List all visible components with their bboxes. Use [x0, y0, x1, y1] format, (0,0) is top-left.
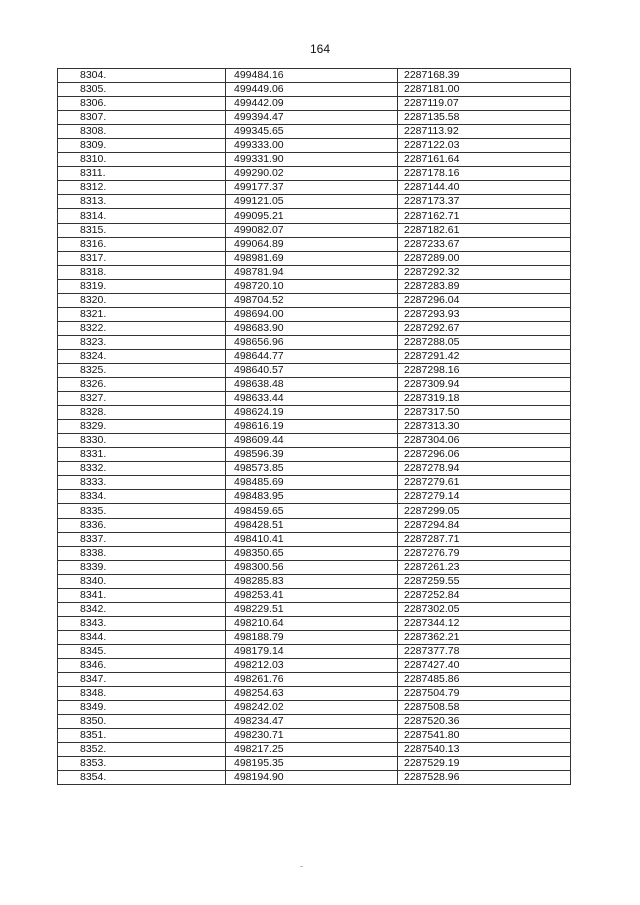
x-coordinate-cell: 499095.21 — [226, 209, 398, 223]
table-row — [58, 167, 571, 181]
table-row — [58, 69, 571, 83]
table-row — [58, 251, 571, 265]
point-number-cell: 8321. — [58, 307, 226, 321]
x-coordinate-cell: 498300.56 — [226, 560, 398, 574]
x-coordinate-cell: 499484.16 — [226, 69, 398, 83]
table-row — [58, 153, 571, 167]
table-row — [58, 434, 571, 448]
table-row — [58, 363, 571, 377]
y-coordinate-cell: 2287296.04 — [398, 293, 571, 307]
point-number-cell: 8305. — [58, 83, 226, 97]
point-number-cell: 8315. — [58, 223, 226, 237]
point-number-cell: 8349. — [58, 701, 226, 715]
scan-mark — [300, 866, 303, 867]
x-coordinate-cell: 499121.05 — [226, 195, 398, 209]
y-coordinate-cell: 2287182.61 — [398, 223, 571, 237]
x-coordinate-cell: 498573.85 — [226, 462, 398, 476]
table-row — [58, 729, 571, 743]
x-coordinate-cell: 499345.65 — [226, 125, 398, 139]
point-number-cell: 8352. — [58, 743, 226, 757]
point-number-cell: 8323. — [58, 335, 226, 349]
x-coordinate-cell: 498640.57 — [226, 363, 398, 377]
x-coordinate-cell: 498254.63 — [226, 687, 398, 701]
table-row — [58, 321, 571, 335]
table-row — [58, 546, 571, 560]
point-number-cell: 8334. — [58, 490, 226, 504]
x-coordinate-cell: 499333.00 — [226, 139, 398, 153]
point-number-cell: 8317. — [58, 251, 226, 265]
y-coordinate-cell: 2287313.30 — [398, 420, 571, 434]
point-number-cell: 8342. — [58, 602, 226, 616]
y-coordinate-cell: 2287317.50 — [398, 406, 571, 420]
point-number-cell: 8336. — [58, 518, 226, 532]
x-coordinate-cell: 499082.07 — [226, 223, 398, 237]
y-coordinate-cell: 2287178.16 — [398, 167, 571, 181]
table-row — [58, 181, 571, 195]
table-row — [58, 532, 571, 546]
y-coordinate-cell: 2287291.42 — [398, 349, 571, 363]
point-number-cell: 8335. — [58, 504, 226, 518]
x-coordinate-cell: 498253.41 — [226, 588, 398, 602]
table-row — [58, 392, 571, 406]
point-number-cell: 8309. — [58, 139, 226, 153]
table-row — [58, 462, 571, 476]
x-coordinate-cell: 498633.44 — [226, 392, 398, 406]
y-coordinate-cell: 2287541.80 — [398, 729, 571, 743]
y-coordinate-cell: 2287287.71 — [398, 532, 571, 546]
y-coordinate-cell: 2287292.67 — [398, 321, 571, 335]
point-number-cell: 8330. — [58, 434, 226, 448]
x-coordinate-cell: 498285.83 — [226, 574, 398, 588]
y-coordinate-cell: 2287304.06 — [398, 434, 571, 448]
table-row — [58, 504, 571, 518]
x-coordinate-cell: 498981.69 — [226, 251, 398, 265]
table-row — [58, 97, 571, 111]
point-number-cell: 8345. — [58, 644, 226, 658]
table-row — [58, 195, 571, 209]
y-coordinate-cell: 2287162.71 — [398, 209, 571, 223]
table-row — [58, 279, 571, 293]
point-number-cell: 8347. — [58, 673, 226, 687]
table-row — [58, 602, 571, 616]
x-coordinate-cell: 498234.47 — [226, 715, 398, 729]
y-coordinate-cell: 2287294.84 — [398, 518, 571, 532]
y-coordinate-cell: 2287485.86 — [398, 673, 571, 687]
table-row — [58, 448, 571, 462]
point-number-cell: 8343. — [58, 616, 226, 630]
point-number-cell: 8332. — [58, 462, 226, 476]
table-row — [58, 574, 571, 588]
y-coordinate-cell: 2287252.84 — [398, 588, 571, 602]
table-row — [58, 757, 571, 771]
x-coordinate-cell: 498781.94 — [226, 265, 398, 279]
y-coordinate-cell: 2287279.14 — [398, 490, 571, 504]
point-number-cell: 8350. — [58, 715, 226, 729]
point-number-cell: 8310. — [58, 153, 226, 167]
x-coordinate-cell: 498596.39 — [226, 448, 398, 462]
point-number-cell: 8324. — [58, 349, 226, 363]
y-coordinate-cell: 2287296.06 — [398, 448, 571, 462]
x-coordinate-cell: 498188.79 — [226, 630, 398, 644]
point-number-cell: 8353. — [58, 757, 226, 771]
y-coordinate-cell: 2287135.58 — [398, 111, 571, 125]
x-coordinate-cell: 498210.64 — [226, 616, 398, 630]
y-coordinate-cell: 2287508.58 — [398, 701, 571, 715]
y-coordinate-cell: 2287113.92 — [398, 125, 571, 139]
x-coordinate-cell: 498230.71 — [226, 729, 398, 743]
table-row — [58, 701, 571, 715]
point-number-cell: 8322. — [58, 321, 226, 335]
point-number-cell: 8346. — [58, 658, 226, 672]
point-number-cell: 8319. — [58, 279, 226, 293]
x-coordinate-cell: 498656.96 — [226, 335, 398, 349]
y-coordinate-cell: 2287259.55 — [398, 574, 571, 588]
y-coordinate-cell: 2287181.00 — [398, 83, 571, 97]
x-coordinate-cell: 499442.09 — [226, 97, 398, 111]
x-coordinate-cell: 498350.65 — [226, 546, 398, 560]
y-coordinate-cell: 2287344.12 — [398, 616, 571, 630]
y-coordinate-cell: 2287293.93 — [398, 307, 571, 321]
x-coordinate-cell: 498704.52 — [226, 293, 398, 307]
y-coordinate-cell: 2287302.05 — [398, 602, 571, 616]
y-coordinate-cell: 2287288.05 — [398, 335, 571, 349]
point-number-cell: 8327. — [58, 392, 226, 406]
x-coordinate-cell: 498683.90 — [226, 321, 398, 335]
y-coordinate-cell: 2287122.03 — [398, 139, 571, 153]
table-row — [58, 209, 571, 223]
x-coordinate-cell: 498638.48 — [226, 378, 398, 392]
table-row — [58, 588, 571, 602]
x-coordinate-cell: 498261.76 — [226, 673, 398, 687]
x-coordinate-cell: 499449.06 — [226, 83, 398, 97]
table-row — [58, 406, 571, 420]
y-coordinate-cell: 2287309.94 — [398, 378, 571, 392]
table-row — [58, 476, 571, 490]
y-coordinate-cell: 2287279.61 — [398, 476, 571, 490]
table-row — [58, 265, 571, 279]
table-row — [58, 335, 571, 349]
point-number-cell: 8326. — [58, 378, 226, 392]
point-number-cell: 8351. — [58, 729, 226, 743]
table-row — [58, 111, 571, 125]
point-number-cell: 8339. — [58, 560, 226, 574]
point-number-cell: 8316. — [58, 237, 226, 251]
y-coordinate-cell: 2287276.79 — [398, 546, 571, 560]
table-row — [58, 125, 571, 139]
y-coordinate-cell: 2287427.40 — [398, 658, 571, 672]
point-number-cell: 8312. — [58, 181, 226, 195]
table-row — [58, 490, 571, 504]
y-coordinate-cell: 2287119.07 — [398, 97, 571, 111]
x-coordinate-cell: 498720.10 — [226, 279, 398, 293]
table-row — [58, 237, 571, 251]
x-coordinate-cell: 498428.51 — [226, 518, 398, 532]
coordinates-table — [57, 68, 571, 785]
x-coordinate-cell: 498644.77 — [226, 349, 398, 363]
y-coordinate-cell: 2287173.37 — [398, 195, 571, 209]
y-coordinate-cell: 2287292.32 — [398, 265, 571, 279]
point-number-cell: 8325. — [58, 363, 226, 377]
y-coordinate-cell: 2287161.64 — [398, 153, 571, 167]
table-row — [58, 139, 571, 153]
point-number-cell: 8308. — [58, 125, 226, 139]
y-coordinate-cell: 2287504.79 — [398, 687, 571, 701]
point-number-cell: 8320. — [58, 293, 226, 307]
table-row — [58, 630, 571, 644]
point-number-cell: 8307. — [58, 111, 226, 125]
x-coordinate-cell: 498485.69 — [226, 476, 398, 490]
x-coordinate-cell: 498624.19 — [226, 406, 398, 420]
page-number: 164 — [309, 42, 331, 56]
y-coordinate-cell: 2287278.94 — [398, 462, 571, 476]
x-coordinate-cell: 498694.00 — [226, 307, 398, 321]
point-number-cell: 8340. — [58, 574, 226, 588]
x-coordinate-cell: 498242.02 — [226, 701, 398, 715]
table-row — [58, 83, 571, 97]
y-coordinate-cell: 2287529.19 — [398, 757, 571, 771]
y-coordinate-cell: 2287144.40 — [398, 181, 571, 195]
point-number-cell: 8341. — [58, 588, 226, 602]
table-row — [58, 307, 571, 321]
point-number-cell: 8314. — [58, 209, 226, 223]
table-row — [58, 518, 571, 532]
y-coordinate-cell: 2287540.13 — [398, 743, 571, 757]
point-number-cell: 8328. — [58, 406, 226, 420]
point-number-cell: 8354. — [58, 771, 226, 785]
point-number-cell: 8313. — [58, 195, 226, 209]
y-coordinate-cell: 2287298.16 — [398, 363, 571, 377]
y-coordinate-cell: 2287261.23 — [398, 560, 571, 574]
x-coordinate-cell: 498410.41 — [226, 532, 398, 546]
y-coordinate-cell: 2287319.18 — [398, 392, 571, 406]
x-coordinate-cell: 498459.65 — [226, 504, 398, 518]
point-number-cell: 8348. — [58, 687, 226, 701]
y-coordinate-cell: 2287520.36 — [398, 715, 571, 729]
point-number-cell: 8306. — [58, 97, 226, 111]
table-row — [58, 771, 571, 785]
y-coordinate-cell: 2287377.78 — [398, 644, 571, 658]
x-coordinate-cell: 498179.14 — [226, 644, 398, 658]
point-number-cell: 8333. — [58, 476, 226, 490]
table-row — [58, 743, 571, 757]
x-coordinate-cell: 499394.47 — [226, 111, 398, 125]
table-row — [58, 616, 571, 630]
table-row — [58, 644, 571, 658]
table-row — [58, 223, 571, 237]
x-coordinate-cell: 498217.25 — [226, 743, 398, 757]
x-coordinate-cell: 498229.51 — [226, 602, 398, 616]
table-row — [58, 687, 571, 701]
table-row — [58, 378, 571, 392]
x-coordinate-cell: 499331.90 — [226, 153, 398, 167]
table-row — [58, 560, 571, 574]
table-row — [58, 293, 571, 307]
point-number-cell: 8337. — [58, 532, 226, 546]
table-row — [58, 658, 571, 672]
x-coordinate-cell: 499064.89 — [226, 237, 398, 251]
x-coordinate-cell: 499290.02 — [226, 167, 398, 181]
x-coordinate-cell: 498194.90 — [226, 771, 398, 785]
table-row — [58, 715, 571, 729]
table-body — [58, 69, 571, 785]
y-coordinate-cell: 2287299.05 — [398, 504, 571, 518]
point-number-cell: 8329. — [58, 420, 226, 434]
x-coordinate-cell: 498616.19 — [226, 420, 398, 434]
x-coordinate-cell: 499177.37 — [226, 181, 398, 195]
point-number-cell: 8311. — [58, 167, 226, 181]
point-number-cell: 8304. — [58, 69, 226, 83]
x-coordinate-cell: 498212.03 — [226, 658, 398, 672]
y-coordinate-cell: 2287362.21 — [398, 630, 571, 644]
y-coordinate-cell: 2287233.67 — [398, 237, 571, 251]
point-number-cell: 8331. — [58, 448, 226, 462]
x-coordinate-cell: 498483.95 — [226, 490, 398, 504]
table-row — [58, 420, 571, 434]
point-number-cell: 8318. — [58, 265, 226, 279]
y-coordinate-cell: 2287289.00 — [398, 251, 571, 265]
y-coordinate-cell: 2287528.96 — [398, 771, 571, 785]
table-row — [58, 349, 571, 363]
point-number-cell: 8338. — [58, 546, 226, 560]
x-coordinate-cell: 498195.35 — [226, 757, 398, 771]
x-coordinate-cell: 498609.44 — [226, 434, 398, 448]
y-coordinate-cell: 2287168.39 — [398, 69, 571, 83]
y-coordinate-cell: 2287283.89 — [398, 279, 571, 293]
point-number-cell: 8344. — [58, 630, 226, 644]
table-row — [58, 673, 571, 687]
